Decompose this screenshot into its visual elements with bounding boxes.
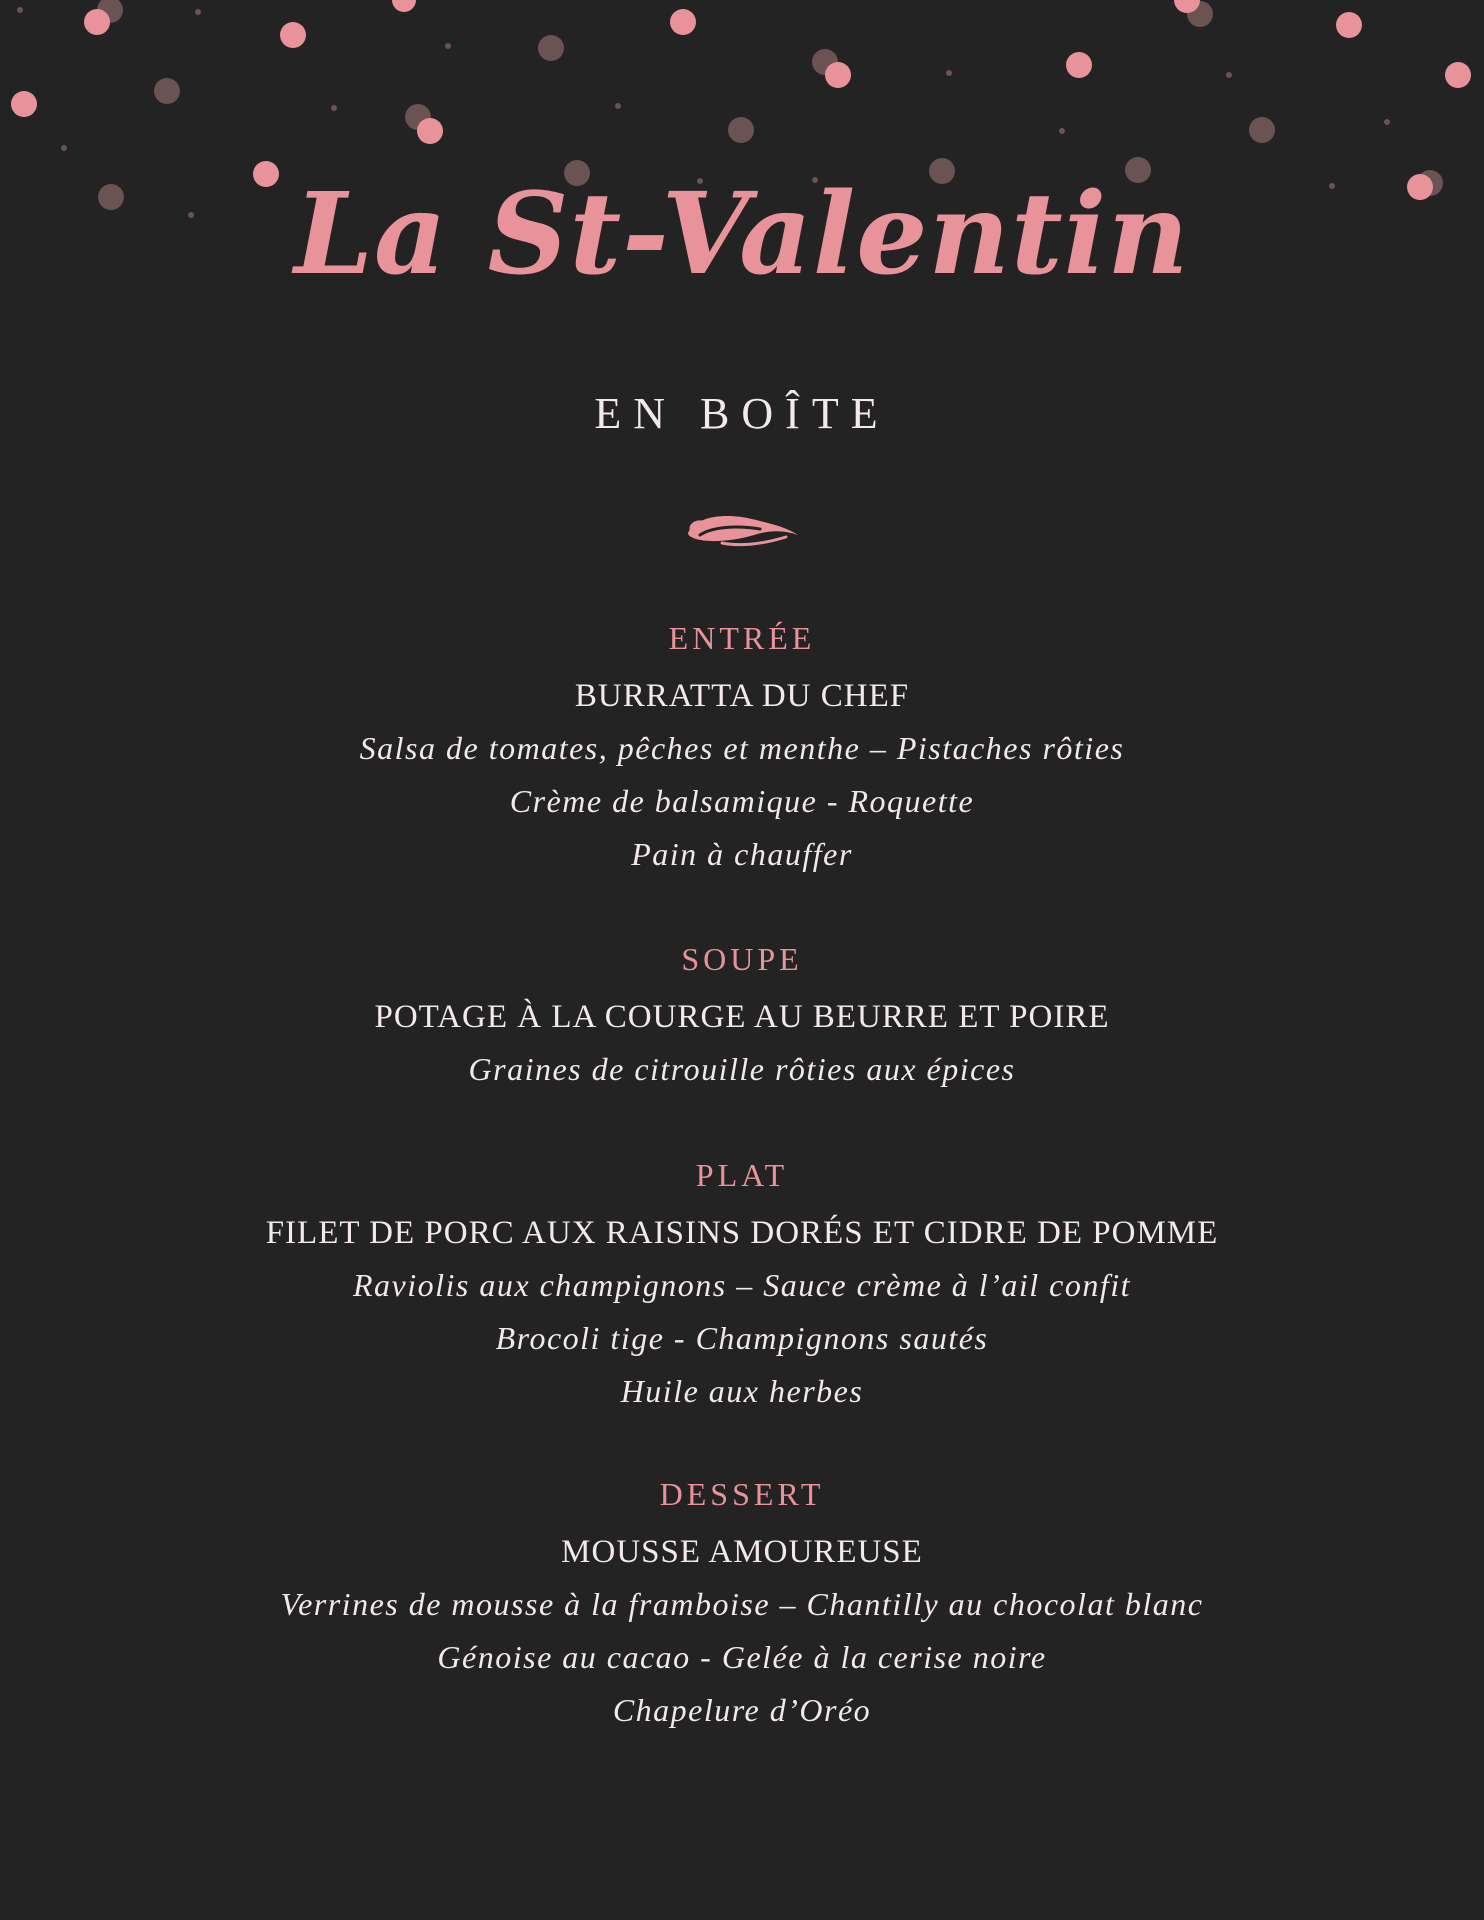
dish-detail: Huile aux herbes — [620, 1373, 864, 1409]
menu-section-plat — [0, 1151, 1484, 1418]
dish-name: MOUSSE AMOUREUSE — [561, 1534, 923, 1570]
flourish-swash-icon — [682, 505, 802, 553]
dish-detail: Chapelure d’Oréo — [612, 1692, 872, 1728]
section-heading: PLAT — [695, 1157, 789, 1193]
dish-detail: Crème de balsamique - Roquette — [509, 783, 975, 819]
page-subtitle: EN BOÎTE — [594, 389, 890, 438]
dish-detail: Raviolis aux champignons – Sauce crème à l’ail confit — [352, 1267, 1131, 1303]
dish-name: POTAGE À LA COURGE AU BEURRE ET POIRE — [374, 999, 1110, 1035]
dish-detail: Verrines de mousse à la framboise – Chantilly au chocolat blanc — [280, 1586, 1204, 1622]
dish-name: FILET DE PORC AUX RAISINS DORÉS ET CIDRE DE POMME — [265, 1215, 1219, 1251]
menu-section-entree — [0, 614, 1484, 881]
section-heading: DESSERT — [659, 1476, 825, 1512]
section-heading: ENTRÉE — [668, 620, 816, 656]
dish-detail: Graines de citrouille rôties aux épices — [468, 1051, 1016, 1087]
menu-section-dessert — [0, 1470, 1484, 1737]
dish-name: BURRATTA DU CHEF — [574, 678, 910, 714]
page-title: La St-Valentin — [294, 169, 1190, 300]
dish-detail: Brocoli tige - Champignons sautés — [495, 1320, 989, 1356]
section-heading: SOUPE — [681, 941, 803, 977]
dish-detail: Pain à chauffer — [631, 836, 853, 872]
dish-detail: Salsa de tomates, pêches et menthe – Pistaches rôties — [359, 730, 1125, 766]
menu-section-soupe — [0, 935, 1484, 1096]
dish-detail: Génoise au cacao - Gelée à la cerise noire — [437, 1639, 1047, 1675]
